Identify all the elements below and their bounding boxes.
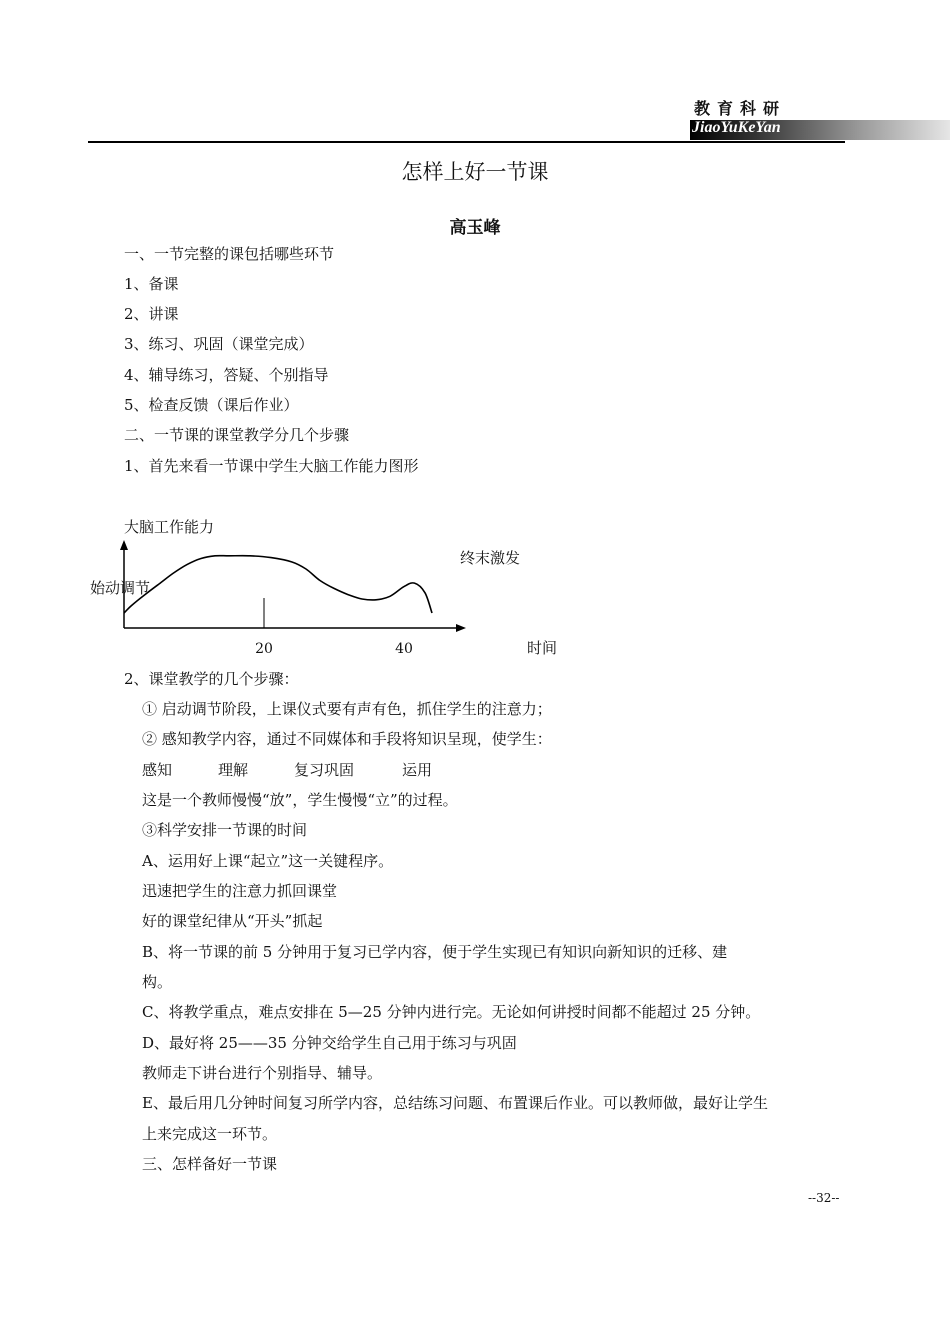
- x-axis-arrow: [456, 624, 466, 632]
- step-item-1: ① 启动调节阶段，上课仪式要有声有色，抓住学生的注意力；: [142, 700, 552, 718]
- term: 运用: [402, 761, 433, 779]
- article-title: 怎样上好一节课: [401, 160, 549, 184]
- intro-line: 2、讲课: [124, 305, 179, 323]
- x-tick-20: 20: [255, 641, 273, 657]
- term: 理解: [218, 761, 249, 779]
- page-number: --32--: [808, 1191, 840, 1205]
- capacity-curve: [124, 556, 432, 613]
- journal-name-cn: 教育科研: [694, 99, 787, 118]
- step-item-2: ② 感知教学内容，通过不同媒体和手段将知识呈现，使学生：: [142, 730, 552, 748]
- body-line: 教师走下讲台进行个别指导、辅导。: [142, 1064, 383, 1082]
- term: 复习巩固: [294, 761, 355, 779]
- learning-terms: [142, 760, 432, 780]
- intro-line: 1、首先来看一节课中学生大脑工作能力图形: [124, 457, 419, 475]
- brain-capacity-chart: [80, 510, 560, 662]
- annotation-start: 始动调节: [90, 579, 151, 597]
- header-rule: [88, 141, 845, 143]
- body-line: 构。: [142, 973, 173, 991]
- steps-heading: 2、课堂教学的几个步骤：: [124, 670, 299, 688]
- body-line: 三、怎样备好一节课: [142, 1155, 278, 1173]
- journal-name-en: JiaoYuKeYan: [692, 119, 781, 136]
- intro-line: 1、备课: [124, 275, 179, 293]
- intro-line: 4、辅导练习，答疑、个别指导: [124, 366, 329, 384]
- body-line: A、运用好上课“起立”这一关键程序。: [142, 852, 394, 870]
- body-line: 好的课堂纪律从“开头”抓起: [142, 912, 323, 930]
- intro-line: 3、练习、巩固（课堂完成）: [124, 335, 314, 353]
- body-line: E、最后用几分钟时间复习所学内容，总结练习问题、布置课后作业。可以教师做，最好让学生: [142, 1094, 768, 1112]
- body-line: D、最好将 25——35 分钟交给学生自己用于练习与巩固: [142, 1034, 517, 1052]
- body-line: 迅速把学生的注意力抓回课堂: [142, 882, 338, 900]
- x-tick-40: 40: [395, 641, 413, 657]
- annotation-end: 终末激发: [460, 549, 521, 567]
- body-line: B、将一节课的前 5 分钟用于复习已学内容，便于学生实现已有知识向新知识的迁移、建: [142, 943, 728, 961]
- intro-line: 5、检查反馈（课后作业）: [124, 396, 299, 414]
- chart-xlabel: 时间: [527, 639, 558, 657]
- intro-line: 一、一节完整的课包括哪些环节: [124, 245, 335, 263]
- body-line: 上来完成这一环节。: [142, 1125, 278, 1143]
- chart-ylabel: 大脑工作能力: [124, 518, 215, 536]
- body-line: ③科学安排一节课的时间: [142, 821, 308, 839]
- body-line: 这是一个教师慢慢“放”，学生慢慢“立”的过程。: [142, 791, 458, 809]
- term: 感知: [142, 761, 173, 779]
- author-name: 高玉峰: [449, 218, 501, 238]
- y-axis-arrow: [120, 540, 128, 550]
- body-line: C、将教学重点，难点安排在 5—25 分钟内进行完。无论如何讲授时间都不能超过 25 分钟。: [142, 1003, 761, 1021]
- intro-line: 二、一节课的课堂教学分几个步骤: [124, 426, 350, 444]
